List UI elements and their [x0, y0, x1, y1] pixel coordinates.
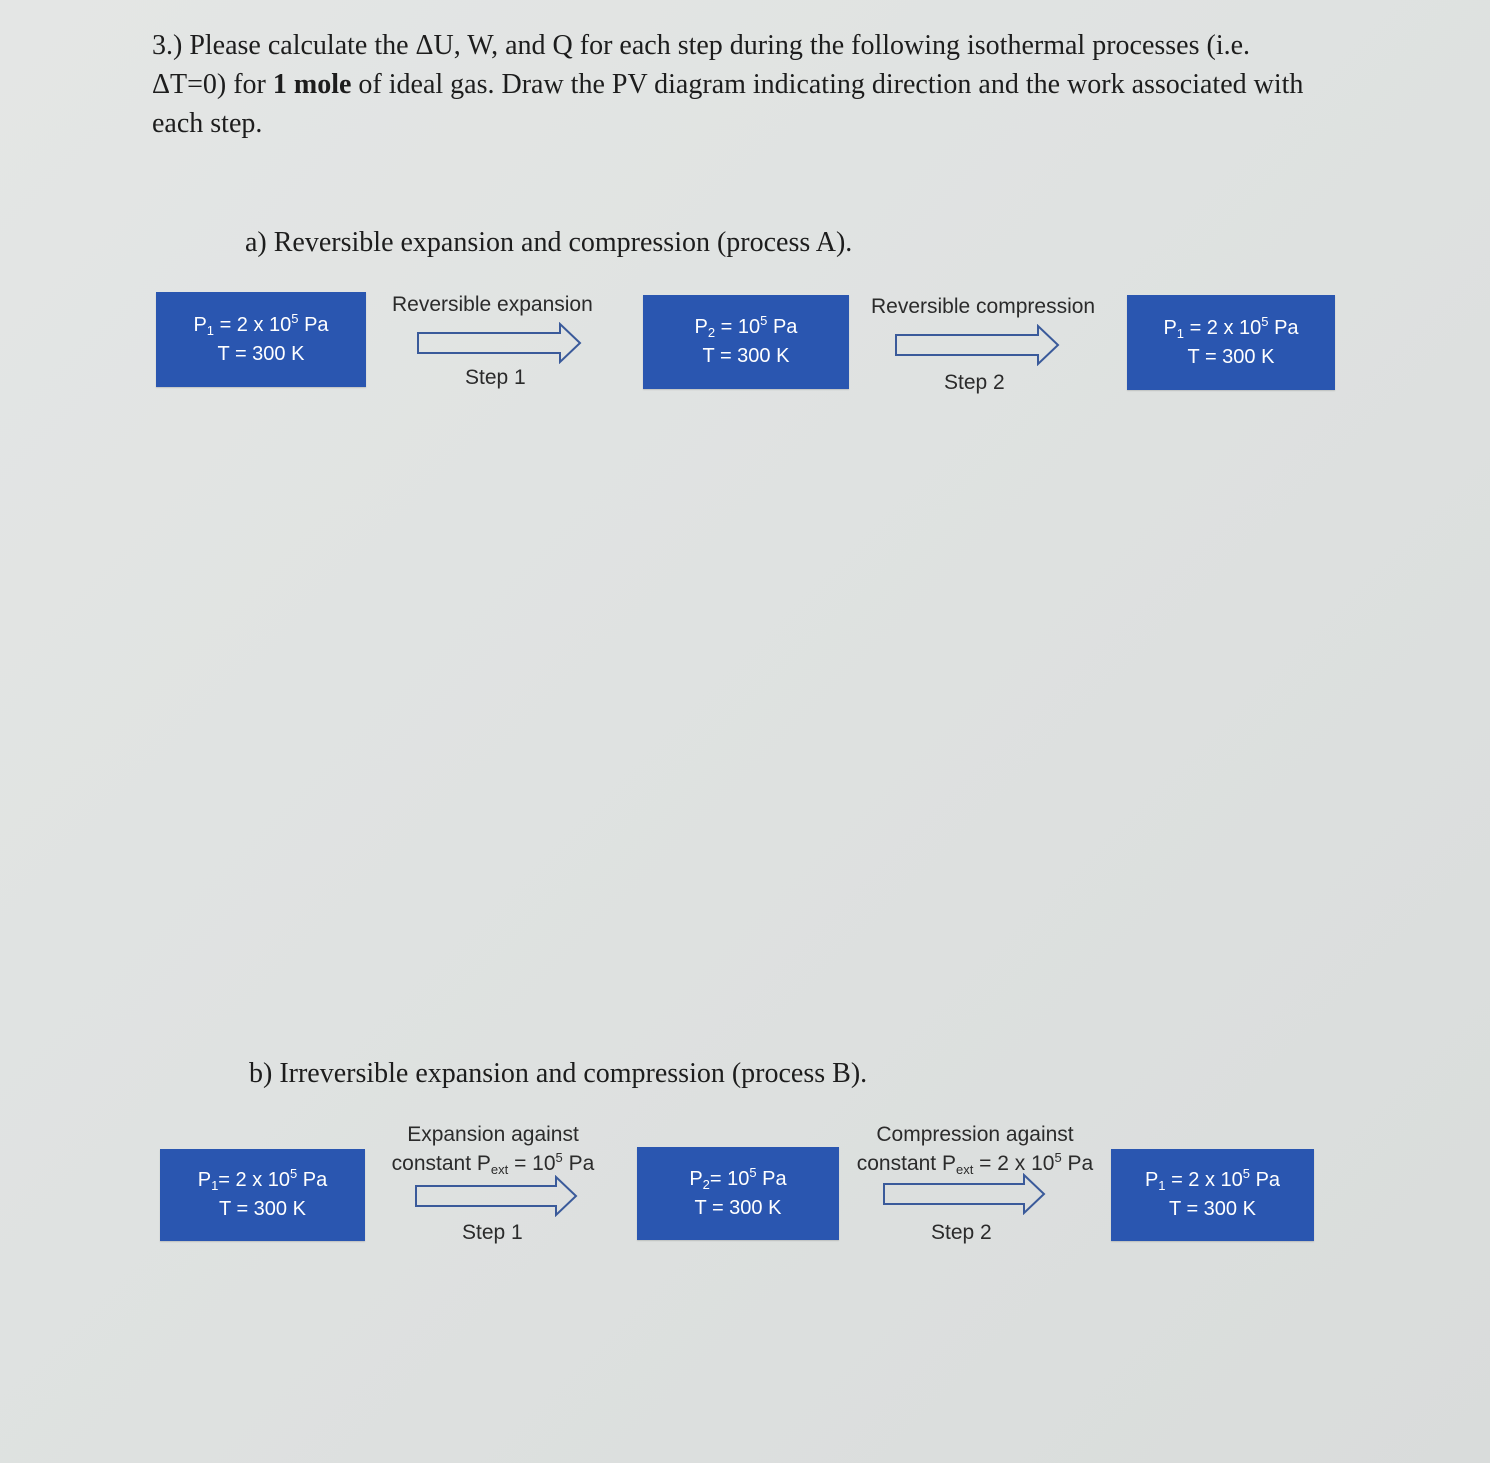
question-text-part-2: of ideal gas. Draw the PV diagram indicating direction and the work associated with each step.	[152, 69, 1304, 139]
part-a-arrow-2-label: Reversible compression	[871, 295, 1096, 318]
part-a-state-1-temperature: T = 300 K	[217, 342, 305, 365]
part-b-state-1-temperature: T = 300 K	[219, 1198, 306, 1220]
part-b-state-2-box	[637, 1147, 839, 1240]
part-b-step-2-arrow-icon	[882, 1173, 1048, 1215]
part-a-state-2-box	[643, 295, 849, 389]
question-text	[152, 26, 1312, 143]
part-b-arrow-2-line-2: constant $P_{ext} = 2$ x $10^5$ Pa	[856, 1150, 1094, 1177]
part-b-arrow-1-line-1: Expansion against	[407, 1123, 579, 1146]
part-b-heading: b) Irreversible expansion and compression (process B).	[249, 1058, 868, 1089]
part-b-step-1-label: Step 1	[462, 1221, 523, 1244]
part-b-arrow-2-line-1: Compression against	[876, 1123, 1074, 1146]
part-b-state-1-box	[160, 1149, 365, 1241]
part-a-state-3-temperature: T = 300 K	[1187, 345, 1275, 368]
part-b-state-1-pressure: $P_1= 2$ x $10^5$ Pa	[197, 1166, 328, 1193]
part-b-step-1-arrow-icon	[414, 1175, 580, 1217]
part-b-state-2-pressure: $P_2= 10^5$ Pa	[689, 1164, 787, 1192]
part-a-arrow-1-label: Reversible expansion	[392, 293, 593, 316]
question-text-part-1: Please calculate the ΔU, W, and Q for each step during the following isothermal processes (i.e. ΔT=0) for	[152, 30, 1251, 100]
part-b-step-2-label: Step 2	[931, 1221, 992, 1244]
part-a-step-1-label: Step 1	[465, 366, 526, 389]
part-a-state-3-box	[1127, 295, 1335, 390]
part-b-arrow-1-line-2: constant $P_{ext} = 10^5$ Pa	[391, 1150, 595, 1177]
part-b-state-2-temperature: T = 300 K	[694, 1196, 782, 1219]
part-a-step-1-arrow-icon	[416, 322, 584, 364]
part-b-state-3-temperature: T = 300 K	[1169, 1198, 1256, 1220]
part-b-state-3-pressure: $P_1 = 2$ x $10^5$ Pa	[1144, 1166, 1281, 1193]
part-a-state-3-pressure: $P_1 = 2$ x $10^5$ Pa	[1163, 313, 1299, 341]
part-a-state-1-pressure: $P_1 = 2$ x $10^5$ Pa	[193, 310, 329, 338]
part-b-state-3-box	[1111, 1149, 1314, 1241]
part-a-step-2-arrow-icon	[894, 324, 1062, 366]
part-a-step-2-label: Step 2	[944, 371, 1005, 394]
part-b-arrow-1-label	[388, 1120, 598, 1178]
question-number: 3.)	[152, 30, 183, 61]
question-bold-term: 1 mole	[272, 69, 352, 100]
part-a-heading: a) Reversible expansion and compression (process A).	[245, 227, 853, 258]
part-a-state-2-pressure: $P_2 = 10^5$ Pa	[694, 313, 798, 340]
part-a-state-1-box	[156, 292, 366, 387]
part-b-arrow-2-label	[853, 1120, 1097, 1178]
part-a-state-2-temperature: T = 300 K	[702, 345, 790, 367]
